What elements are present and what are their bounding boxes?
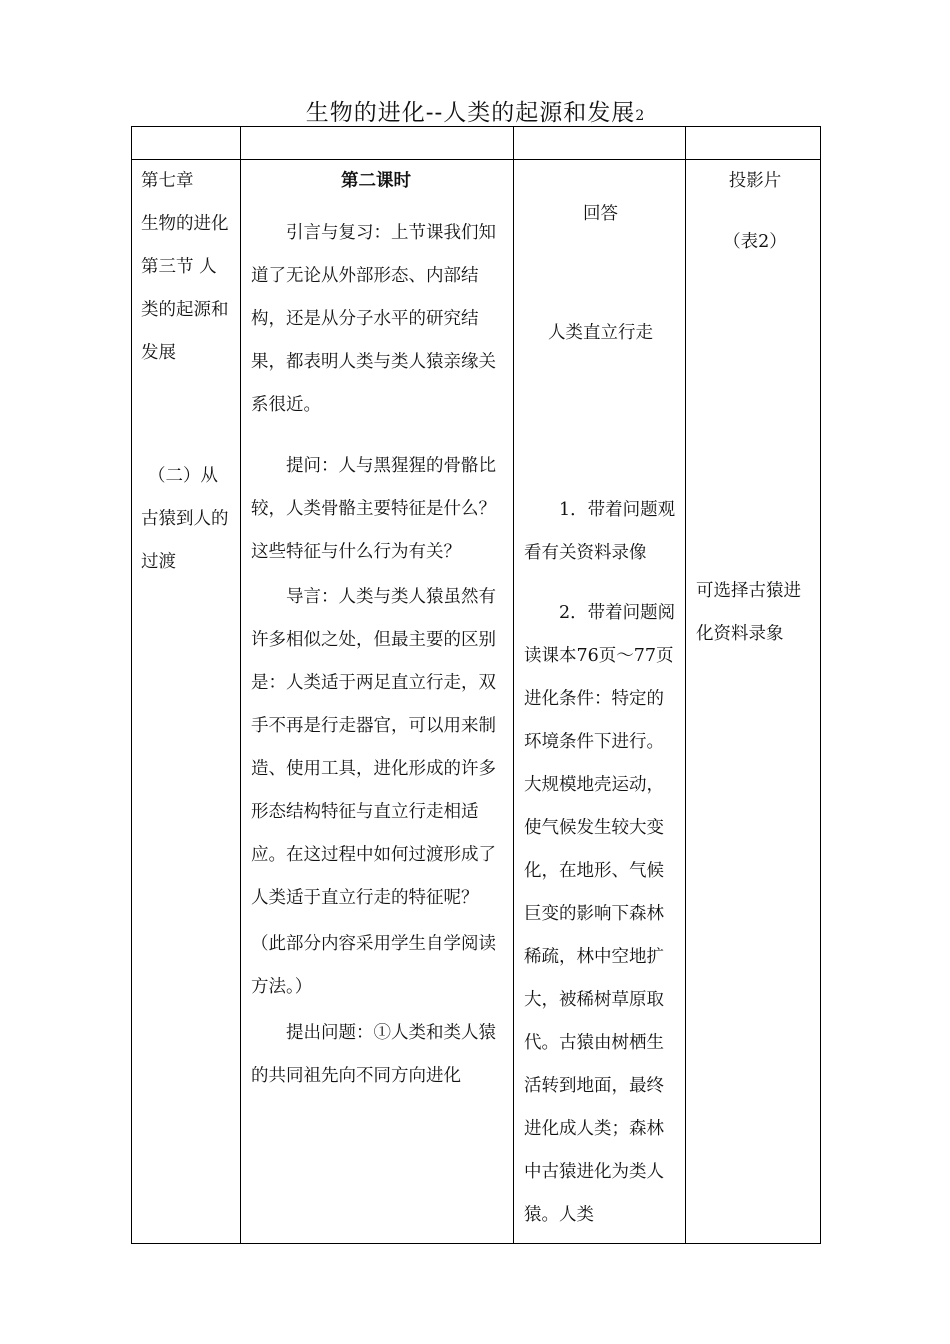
guide-paragraph: 导言：人类与类人猿虽然有许多相似之处，但最主要的区别是：人类适于两足直立行走，双手不再是行走器官，可以用来制造、使用工具，进化形成的许多形态结构特征与直立行走相适应。在这过程中如何过渡形成了人类适于直立行走的特征呢？ xyxy=(251,587,496,908)
answer-text: 人类直立行走 xyxy=(548,323,653,343)
subsection-label: （二）从古猿到人的过渡 xyxy=(141,466,229,572)
lesson-heading: 第二课时 xyxy=(341,171,411,191)
table-reference: （表2） xyxy=(723,232,787,252)
chapter-label: 第七章 xyxy=(141,171,194,191)
teaching-process-column xyxy=(241,160,514,1244)
activity-step-2: 2．带着问题阅读课本76页～77页进化条件：特定的环境条件下进行。大规模地壳运动，使气候发生较大变化，在地形、气候巨变的影响下森林稀疏，林中空地扩大，被稀树草原取代。古猿由树栖生活转到地面，最终进化成人类；森林中古猿进化为类人猿。人类 xyxy=(524,603,676,1225)
title-main: 生物的进化--人类的起源和发展 xyxy=(305,100,636,126)
video-suggestion: 可选择古猿进化资料录象 xyxy=(696,581,801,644)
section-label: 第三节 人类的起源和发展 xyxy=(141,257,229,363)
chapter-name: 生物的进化 xyxy=(141,214,229,234)
title-suffix: 2 xyxy=(635,108,645,124)
student-activity-column xyxy=(514,160,686,1244)
empty-cell-3 xyxy=(514,127,686,160)
lesson-plan-table xyxy=(131,126,821,1244)
slide-label: 投影片 xyxy=(728,171,782,191)
answer-label: 回答 xyxy=(583,204,618,224)
table-content-row xyxy=(132,160,821,1244)
raise-question-paragraph: 提出问题：①人类和类人猿的共同祖先向不同方向进化 xyxy=(251,1023,496,1086)
media-column xyxy=(686,160,821,1244)
table-header-row xyxy=(132,127,821,160)
note-paragraph: （此部分内容采用学生自学阅读方法。） xyxy=(251,934,496,997)
question-paragraph: 提问：人与黑猩猩的骨骼比较，人类骨骼主要特征是什么？这些特征与什么行为有关？ xyxy=(251,456,496,562)
activity-step-1: 1．带着问题观看有关资料录像 xyxy=(524,500,676,563)
topic-column xyxy=(132,160,241,1244)
intro-paragraph: 引言与复习：上节课我们知道了无论从外部形态、内部结构，还是从分子水平的研究结果，都表明人类与类人猿亲缘关系很近。 xyxy=(251,223,496,415)
empty-cell-1 xyxy=(132,127,241,160)
empty-cell-2 xyxy=(241,127,514,160)
empty-cell-4 xyxy=(686,127,821,160)
